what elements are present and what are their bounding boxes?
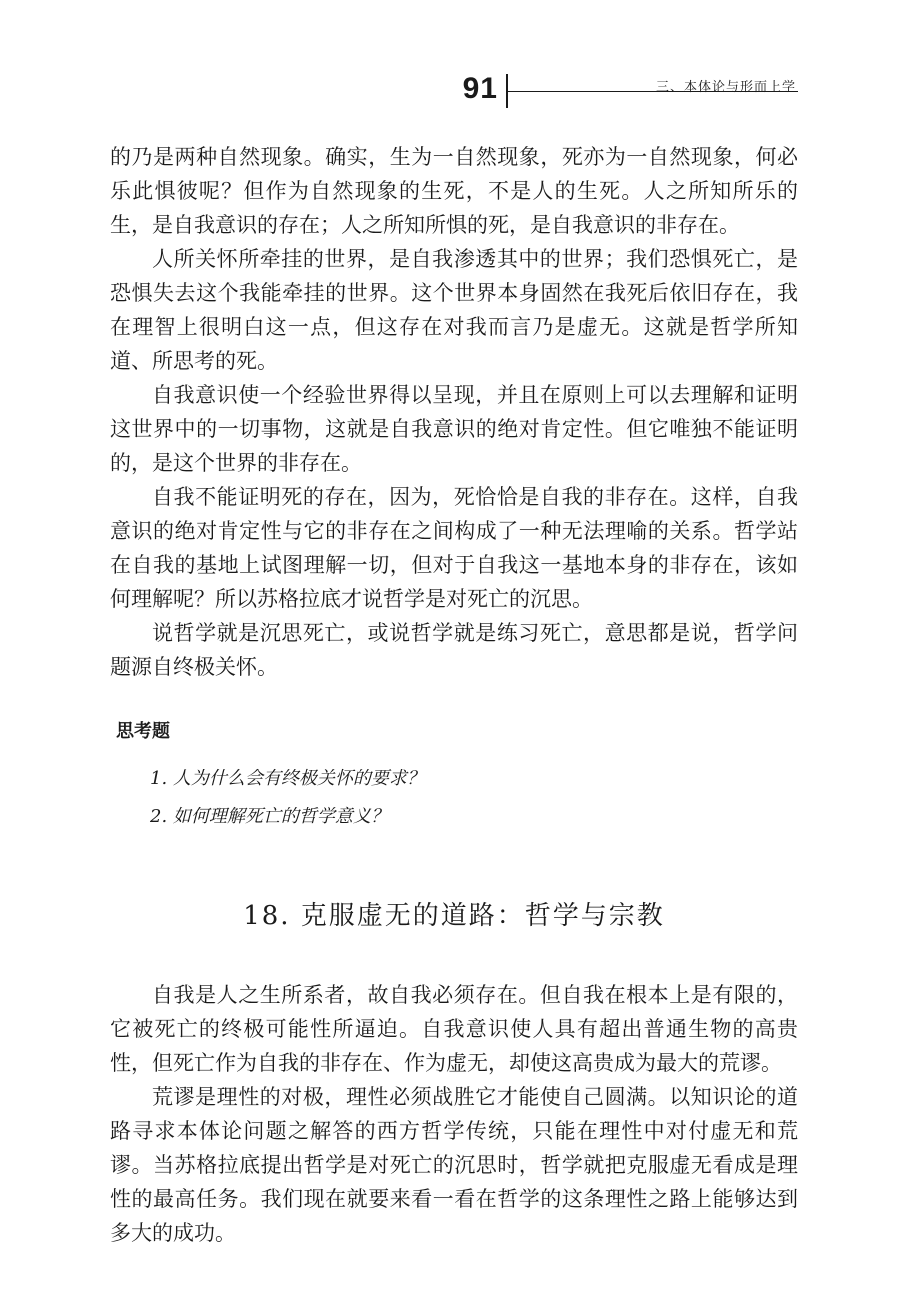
body-paragraph: 说哲学就是沉思死亡，或说哲学就是练习死亡，意思都是说，哲学问题源自终极关怀。 — [110, 621, 798, 679]
questions-list — [110, 760, 798, 836]
question-item: 2. 如何理解死亡的哲学意义？ — [150, 806, 389, 827]
questions-heading: 思考题 — [116, 721, 170, 742]
body-paragraph: 的乃是两种自然现象。确实，生为一自然现象，死亦为一自然现象，何必乐此惧彼呢？但作为自然现象的生死，不是人的生死。人之所知所乐的生，是自我意识的存在；人之所知所惧的死，是自我意识的非存在。 — [110, 145, 798, 237]
page-header — [0, 62, 900, 112]
section-title: 18. 克服虚无的道路：哲学与宗教 — [243, 901, 665, 931]
page-body — [110, 140, 798, 1250]
body-paragraph: 自我是人之生所系者，故自我必须存在。但自我在根本上是有限的，它被死亡的终极可能性所逼迫。自我意识使人具有超出普通生物的高贵性，但死亡作为自我的非存在、作为虚无，却使这高贵成为最大的荒谬。 — [110, 983, 798, 1075]
body-paragraph: 自我意识使一个经验世界得以呈现，并且在原则上可以去理解和证明这世界中的一切事物，这就是自我意识的绝对肯定性。但它唯独不能证明的，是这个世界的非存在。 — [110, 383, 798, 475]
page-number: 91 — [462, 72, 498, 105]
body-paragraph: 荒谬是理性的对极，理性必须战胜它才能使自己圆满。以知识论的道路寻求本体论问题之解答的西方哲学传统，只能在理性中对付虚无和荒谬。当苏格拉底提出哲学是对死亡的沉思时，哲学就把克服虚无看成是理性的最高任务。我们现在就要来看一看在哲学的这条理性之路上能够达到多大的成功。 — [110, 1085, 798, 1245]
question-item: 1. 人为什么会有终极关怀的要求？ — [150, 768, 425, 789]
running-chapter-title: 三、本体论与形而上学 — [655, 80, 796, 95]
body-paragraph: 自我不能证明死的存在，因为，死恰恰是自我的非存在。这样，自我意识的绝对肯定性与它的非存在之间构成了一种无法理喻的关系。哲学站在自我的基地上试图理解一切，但对于自我这一基地本身的非存在，该如何理解呢？所以苏格拉底才说哲学是对死亡的沉思。 — [110, 485, 798, 611]
body-paragraph: 人所关怀所牵挂的世界，是自我渗透其中的世界；我们恐惧死亡，是恐惧失去这个我能牵挂的世界。这个世界本身固然在我死后依旧存在，我在理智上很明白这一点，但这存在对我而言乃是虚无。这就是哲学所知道、所思考的死。 — [110, 247, 798, 373]
